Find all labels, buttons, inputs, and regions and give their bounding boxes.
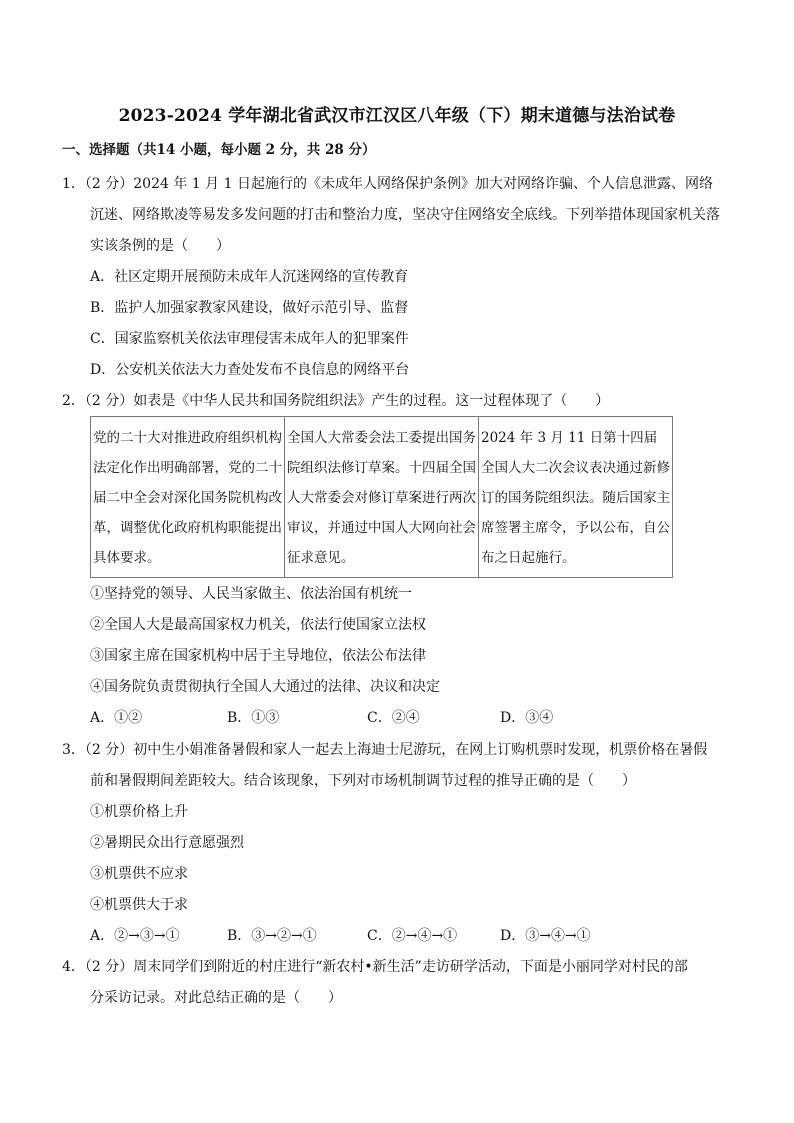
table-cell: 党的二十大对推进政府组织机构法定化作出明确部署，党的二十届二中全会对深化国务院机构改革，调整优化政府机构职能提出具体要求。 — [91, 417, 285, 578]
question-1-option-d: D．公安机关依法大力查处发布不良信息的网络平台 — [90, 362, 410, 378]
choice-c: C．②→④→① — [367, 928, 458, 944]
choice-d: D．③→④→① — [500, 928, 591, 944]
section-heading: 一、选择题（共14 小题，每小题 2 分，共 28 分） — [62, 142, 376, 158]
choice-d: D．③④ — [500, 710, 554, 726]
question-3-statement-4: ④机票供大于求 — [90, 897, 188, 913]
question-3-statement-3: ③机票供不应求 — [90, 866, 188, 882]
question-2-statement-4: ④国务院负责贯彻执行全国人大通过的法律、决议和决定 — [90, 679, 440, 695]
question-2-stem-line: 2．（2 分）如表是《中华人民共和国务院组织法》产生的过程。这一过程体现了（ ） — [62, 393, 610, 409]
material-table — [90, 416, 673, 578]
choice-a: A．①② — [90, 710, 143, 726]
question-3-statement-1: ①机票价格上升 — [90, 804, 188, 820]
question-3-statement-2: ②暑期民众出行意愿强烈 — [90, 835, 244, 851]
page-title: 2023-2024 学年湖北省武汉市江汉区八年级（下）期末道德与法治试卷 — [118, 106, 676, 126]
question-1-option-a: A．社区定期开展预防未成年人沉迷网络的宣传教育 — [90, 269, 409, 285]
question-1-stem-line: 实该条例的是（ ） — [90, 238, 230, 254]
question-2-statement-1: ①坚持党的领导、人民当家做主、依法治国有机统一 — [90, 586, 412, 602]
question-4-stem-line: 4．（2 分）周末同学们到附近的村庄进行“新农村•新生活”走访研学活动，下面是小丽同学对村民的部 — [62, 959, 688, 975]
question-1-option-b: B．监护人加强家教家风建设，做好示范引导、监督 — [90, 300, 409, 316]
question-4-stem-line: 分采访记录。对此总结正确的是（ ） — [90, 990, 342, 1006]
table-cell: 全国人大常委会法工委提出国务院组织法修订草案。十四届全国人大常委会对修订草案进行两次审议，并通过中国人大网向社会征求意见。 — [285, 417, 479, 578]
choice-b: B．①③ — [227, 710, 280, 726]
question-3-stem-line: 3．（2 分）初中生小娟准备暑假和家人一起去上海迪士尼游玩，在网上订购机票时发现，机票价格在暑假 — [62, 742, 708, 758]
question-1-stem-line: 1．（2 分）2024 年 1 月 1 日起施行的《未成年人网络保护条例》加大对网络诈骗、个人信息泄露、网络 — [62, 176, 713, 192]
choice-b: B．③→②→① — [227, 928, 317, 944]
choice-a: A．②→③→① — [90, 928, 180, 944]
question-1-option-c: C．国家监察机关依法审理侵害未成年人的犯罪案件 — [90, 331, 409, 347]
choice-c: C．②④ — [367, 710, 420, 726]
question-2-statement-2: ②全国人大是最高国家权力机关，依法行使国家立法权 — [90, 617, 426, 633]
question-1-stem-line: 沉迷、网络欺凌等易发多发问题的打击和整治力度，坚决守住网络安全底线。下列举措体现国家机关落 — [90, 207, 720, 223]
question-3-stem-line: 前和暑假期间差距较大。结合该现象，下列对市场机制调节过程的推导正确的是（ ） — [90, 773, 636, 789]
question-2-statement-3: ③国家主席在国家机构中居于主导地位，依法公布法律 — [90, 648, 426, 664]
table-row — [91, 417, 673, 578]
table-cell: 2024 年 3 月 11 日第十四届全国人大二次会议表决通过新修订的国务院组织法。随后国家主席签署主席令，予以公布，自公布之日起施行。 — [479, 417, 673, 578]
